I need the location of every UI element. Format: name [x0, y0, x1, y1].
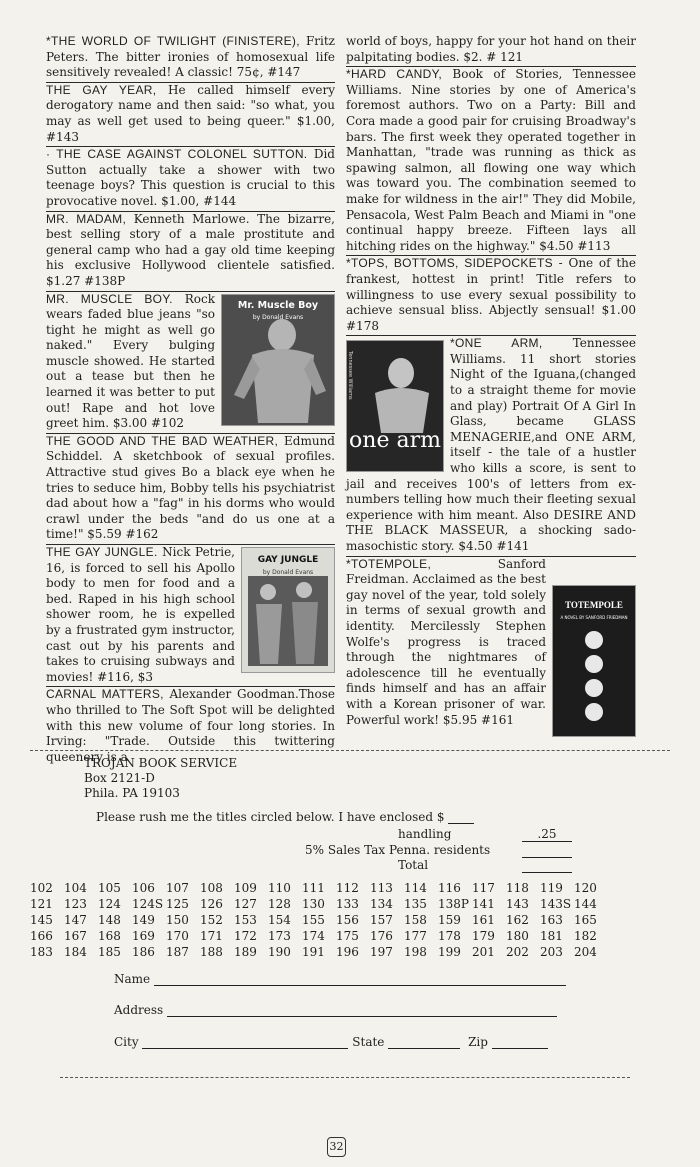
page-number: 32	[327, 1137, 346, 1157]
entry-body: Fritz Peters. The bitter ironies of homosexual life sensitively revealed! A classic! 75¢, #147	[46, 34, 335, 80]
order-number-item[interactable]: 106	[132, 881, 155, 895]
order-number-item[interactable]: 135	[404, 897, 427, 911]
entry-body: Alexander Goodman.Those who thrilled to The Soft Spot will be delighted with this new volume of four long stories. In Irving: "Trade. Outside this twittering queenery is a	[46, 687, 335, 764]
order-number-item[interactable]: 157	[370, 913, 393, 927]
cover-title: TOTEMPOLE	[565, 599, 623, 610]
entry-138p	[46, 212, 335, 290]
order-number-item[interactable]: 175	[336, 929, 359, 943]
order-number-item[interactable]: 159	[438, 913, 461, 927]
order-number-item[interactable]: 117	[472, 881, 495, 895]
order-number-item[interactable]: 176	[370, 929, 393, 943]
one-arm-cover	[346, 340, 444, 472]
order-number-item[interactable]: 174	[302, 929, 325, 943]
entry-title: *TOPS, BOTTOMS, SIDEPOCKETS	[346, 256, 553, 271]
order-number-item[interactable]: 107	[166, 881, 189, 895]
entry-113	[346, 67, 636, 254]
entry-body: world of boys, happy for your hot hand on their palpitating bodies. $2. # 121	[346, 34, 636, 64]
order-number-item[interactable]: 143	[506, 897, 529, 911]
total-label: Total	[398, 858, 429, 872]
name-line	[114, 972, 566, 986]
entry-body: Did Sutton actually take a shower with two teenage boys? This question is crucial to this provocative novel. $1.00, #144	[46, 147, 335, 208]
name-field[interactable]	[154, 985, 566, 986]
cut-line-top	[30, 750, 670, 751]
order-number-item[interactable]: 182	[574, 929, 597, 943]
order-number-item[interactable]: 196	[336, 945, 359, 959]
city-line	[114, 1035, 548, 1049]
cut-line-bottom	[60, 1077, 630, 1078]
order-number-item[interactable]: 152	[200, 913, 223, 927]
handling-value: .25	[522, 827, 572, 842]
entry-title: THE GOOD AND THE BAD WEATHER,	[46, 433, 279, 448]
entry-title: · THE CASE AGAINST COLONEL SUTTON.	[46, 147, 308, 162]
order-number-item[interactable]: 156	[336, 913, 359, 927]
entry-body: - One of the frankest, hottest in print! Title refers to willingness to use every sexual possibility to achieve sensual bliss. Abjectly sensual! $1.00 #178	[346, 256, 636, 333]
entry-title: MR. MUSCLE BOY.	[46, 291, 173, 306]
entry-title: MR. MADAM,	[46, 211, 127, 226]
cover-title: Mr. Muscle Boy	[237, 299, 319, 311]
entry-143	[46, 83, 335, 145]
order-number-item[interactable]: 177	[404, 929, 427, 943]
order-number-item[interactable]: 166	[30, 929, 53, 943]
order-number-item[interactable]: 121	[30, 897, 53, 911]
order-number-item[interactable]: 163	[540, 913, 563, 927]
entry-title: THE GAY YEAR,	[46, 82, 157, 97]
order-number-item[interactable]: 198	[404, 945, 427, 959]
entry-carnal-matters	[46, 687, 335, 765]
order-number-item[interactable]: 153	[234, 913, 257, 927]
order-number-item[interactable]: 173	[268, 929, 291, 943]
order-number-item[interactable]: 184	[64, 945, 87, 959]
entry-title: *ONE ARM,	[450, 336, 543, 351]
company-name: TROJAN BOOK SERVICE	[84, 756, 238, 770]
order-number-row	[30, 880, 608, 896]
entry-178	[346, 256, 636, 334]
entry-162	[46, 434, 335, 543]
entry-121	[346, 34, 636, 65]
order-address	[84, 756, 237, 801]
entry-body: Kenneth Marlowe. The bizarre, best selling story of a male prostitute and general camp who had a gay old time keeping his exclusive Hollywood clientele satisfied. $1.27 #138P	[46, 211, 335, 288]
order-number-item[interactable]: 170	[166, 929, 189, 943]
gay-jungle-cover	[241, 547, 335, 673]
order-number-item[interactable]: 201	[472, 945, 495, 959]
order-number-item[interactable]: 186	[132, 945, 155, 959]
zip-field[interactable]	[492, 1048, 548, 1049]
mr-muscle-boy-cover	[221, 294, 335, 426]
order-number-item[interactable]: 172	[234, 929, 257, 943]
order-number-item[interactable]: 148	[98, 913, 121, 927]
entry-title: *HARD CANDY,	[346, 67, 442, 82]
cover-author: by Donald Evans	[252, 313, 304, 321]
state-field[interactable]	[388, 1048, 460, 1049]
order-number-item[interactable]: 191	[302, 945, 325, 959]
order-number-item[interactable]: 180	[506, 929, 529, 943]
order-number-item[interactable]: 104	[64, 881, 87, 895]
city-label: City	[114, 1035, 139, 1049]
order-number-item[interactable]: 158	[404, 913, 427, 927]
enclosed-amount-field[interactable]	[448, 823, 474, 824]
entry-body: Edmund Schiddel. A sketchbook of sexual profiles. Attractive stud gives Bo a black eye when he tries to seduce him, Bobby tells his psychiatrist dad about how a "fag" in his dorms who would crawl under the beds "and do us one at a time!" $5.59 #162	[46, 433, 335, 542]
order-number-item[interactable]: 188	[200, 945, 223, 959]
entry-144	[46, 147, 335, 209]
order-number-row	[30, 944, 608, 960]
order-number-item[interactable]: 126	[200, 897, 223, 911]
order-number-item[interactable]: 189	[234, 945, 257, 959]
order-number-item[interactable]: 119	[540, 881, 563, 895]
entry-147	[46, 34, 335, 81]
state-label: State	[352, 1035, 385, 1049]
order-number-item[interactable]: 116	[438, 881, 461, 895]
order-number-item[interactable]: 144	[574, 897, 597, 911]
order-number-item[interactable]: 102	[30, 881, 53, 895]
order-number-item[interactable]: 162	[506, 913, 529, 927]
entry-body: Book of Stories, Tennessee Williams. Nine stories by one of America's foremost authors. Two on a Party: Bill and Cora made a good pair for cruising Broadway's bars. The first week they operated together in Manhattan, "trade was running as thick as spawing salmon, all flowing one way which was toward you. The combination seemed to make for wildness in the air!" They did Mobile, Pensacola, West Palm Beach and Miami in "one continual happy breeze. Fifteen lays all hitching rides on the highway." $4.50 #113	[346, 67, 636, 253]
name-label: Name	[114, 972, 151, 986]
order-number-row	[30, 896, 608, 912]
order-number-item[interactable]: 203	[540, 945, 563, 959]
cover-subtitle: A NOVEL BY SANFORD FRIEDMAN	[560, 614, 628, 620]
address-field[interactable]	[167, 1016, 557, 1017]
order-number-item[interactable]: 143S	[540, 897, 572, 911]
order-number-item[interactable]: 114	[404, 881, 427, 895]
order-number-row	[30, 928, 608, 944]
company-city: Phila. PA 19103	[84, 786, 180, 800]
tax-line	[305, 843, 490, 857]
order-number-item[interactable]: 179	[472, 929, 495, 943]
order-number-item[interactable]: 149	[132, 913, 155, 927]
order-number-item[interactable]: 113	[370, 881, 393, 895]
order-number-item[interactable]: 185	[98, 945, 121, 959]
order-number-item[interactable]: 204	[574, 945, 597, 959]
entry-body: Rock wears faded blue jeans "so tight he might as well go naked." Every bulging muscle showed. He started out a tease but then he learned it was better to put out! Rape and hot love greet him. $3.00 #102	[46, 291, 215, 431]
order-number-item[interactable]: 112	[336, 881, 359, 895]
cover-spine: Tennessee Williams	[347, 351, 353, 400]
order-number-item[interactable]: 124	[98, 897, 121, 911]
entry-body: Tennessee Williams. 11 short stories Night of the Iguana,(changed to a straight theme for movie and play) Portrait Of A Girl In Glass, became GLASS MENAGERIE,and ONE ARM, itself - the tale of a hustler who kills a score, is sent to jail and receives 100's of letters from ex-numbers telling how much their fleeting sexual experience with him meant. Also DESIRE AND THE BLACK MASSEUR, a shocking sado-masochistic story. $4.50 #141	[346, 336, 636, 553]
entry-body: He called himself every derogatory name and then said: "so what, you may as well get used to being queer." $1.00, #143	[46, 82, 335, 144]
entry-body: Nick Petrie, 16, is forced to sell his Apollo body to men for food and a bed. Raped in his high school shower room, he is expelled by a frustrated gym instructor, cast out by his parents and takes to cruising subways and movies! #116, $3	[46, 545, 235, 684]
order-number-item[interactable]: 133	[336, 897, 359, 911]
order-number-item[interactable]: 155	[302, 913, 325, 927]
order-number-item[interactable]: 120	[574, 881, 597, 895]
order-number-item[interactable]: 109	[234, 881, 257, 895]
order-number-item[interactable]: 108	[200, 881, 223, 895]
order-number-item[interactable]: 161	[472, 913, 495, 927]
order-number-item[interactable]: 190	[268, 945, 291, 959]
order-number-item[interactable]: 171	[200, 929, 223, 943]
zip-label: Zip	[468, 1035, 488, 1049]
order-number-item[interactable]: 123	[64, 897, 87, 911]
order-number-item[interactable]: 111	[302, 881, 325, 895]
order-number-item[interactable]: 138P	[438, 897, 469, 911]
order-number-item[interactable]: 110	[268, 881, 291, 895]
address-line	[114, 1003, 557, 1017]
cover-author: by Donald Evans	[262, 569, 314, 576]
handling-line	[398, 827, 451, 841]
total-line	[398, 858, 428, 872]
city-field[interactable]	[142, 1048, 348, 1049]
cover-title: GAY JUNGLE	[257, 555, 319, 565]
order-number-item[interactable]: 187	[166, 945, 189, 959]
order-request-text: Please rush me the titles circled below. I have enclosed $	[96, 810, 445, 824]
handling-label: handling	[398, 827, 452, 841]
order-request	[96, 810, 474, 824]
order-number-item[interactable]: 165	[574, 913, 597, 927]
total-field[interactable]	[522, 858, 572, 873]
entry-body: Sanford Freidman. Acclaimed as the best gay novel of the year, told solely in terms of sexual growth and identity. Mercilessly Stephen Wolfe's progress is traced through the nightmares of adolescence till he eventually finds himself and has an affair with a Korean prisoner of war. Powerful work! $5.95 #161	[346, 556, 546, 727]
order-number-item[interactable]: 145	[30, 913, 53, 927]
order-number-item[interactable]: 118	[506, 881, 529, 895]
order-number-row	[30, 912, 608, 928]
cover-title: one arm	[349, 428, 441, 454]
order-number-item[interactable]: 167	[64, 929, 87, 943]
entry-title: CARNAL MATTERS,	[46, 687, 164, 702]
company-box: Box 2121-D	[84, 771, 155, 785]
order-number-item[interactable]: 127	[234, 897, 257, 911]
order-number-item[interactable]: 168	[98, 929, 121, 943]
left-column	[46, 34, 335, 765]
order-number-item[interactable]: 154	[268, 913, 291, 927]
order-number-item[interactable]: 124S	[132, 897, 164, 911]
entry-title: *TOTEMPOLE,	[346, 556, 432, 571]
entry-title: *THE WORLD OF TWILIGHT (FINISTERE),	[46, 34, 300, 48]
order-number-item[interactable]: 150	[166, 913, 189, 927]
address-label: Address	[114, 1003, 164, 1017]
order-number-item[interactable]: 105	[98, 881, 121, 895]
order-number-item[interactable]: 199	[438, 945, 461, 959]
totempole-cover	[552, 585, 636, 737]
entry-title: THE GAY JUNGLE.	[46, 545, 158, 559]
order-number-item[interactable]: 141	[472, 897, 495, 911]
order-number-item[interactable]: 134	[370, 897, 393, 911]
tax-field[interactable]	[522, 843, 572, 858]
order-number-item[interactable]: 197	[370, 945, 393, 959]
order-number-item[interactable]: 147	[64, 913, 87, 927]
order-number-item[interactable]: 183	[30, 945, 53, 959]
order-number-grid	[30, 880, 608, 960]
order-number-item[interactable]: 128	[268, 897, 291, 911]
order-number-item[interactable]: 125	[166, 897, 189, 911]
order-number-item[interactable]: 178	[438, 929, 461, 943]
order-number-item[interactable]: 202	[506, 945, 529, 959]
right-column	[346, 34, 636, 741]
order-number-item[interactable]: 169	[132, 929, 155, 943]
order-number-item[interactable]: 130	[302, 897, 325, 911]
tax-label: 5% Sales Tax Penna. residents	[305, 843, 491, 857]
order-number-item[interactable]: 181	[540, 929, 563, 943]
